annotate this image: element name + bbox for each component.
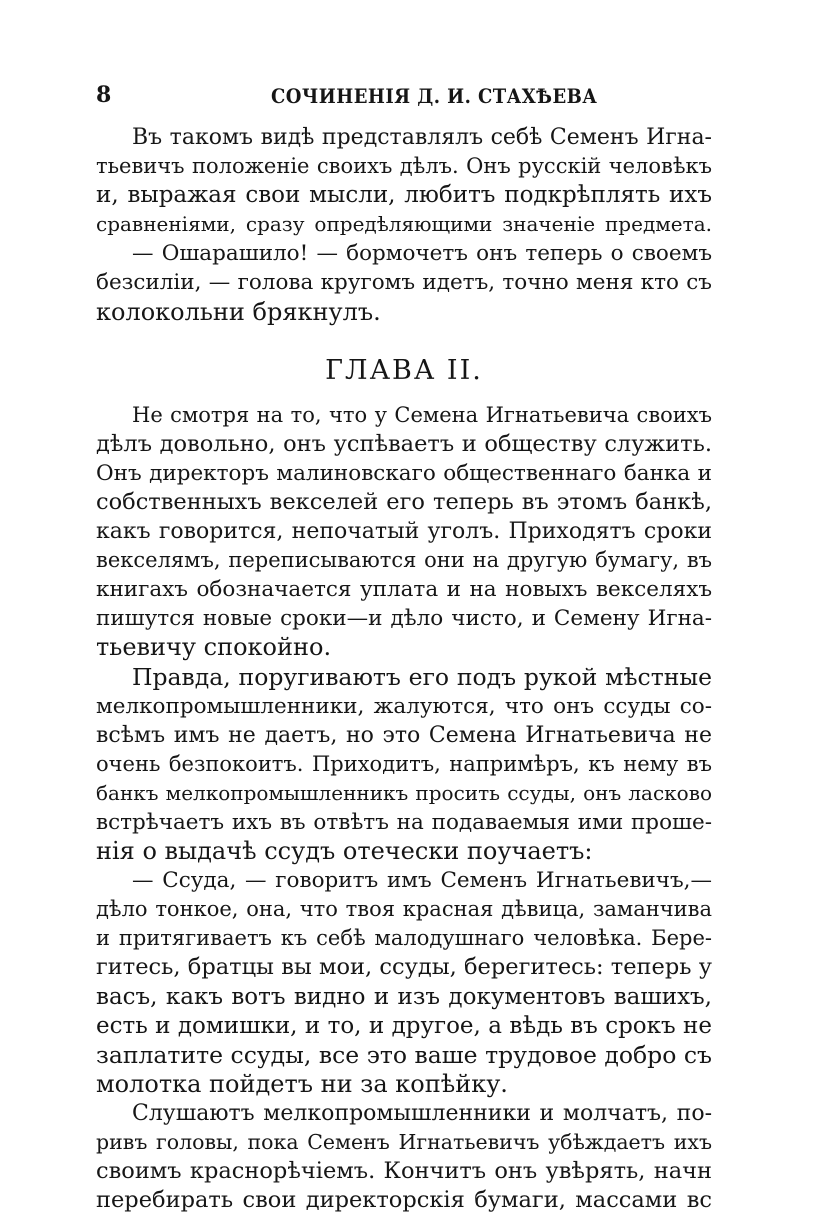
text-line: собственныхъ векселей его теперь въ этомъ банкѣ, [96, 488, 712, 515]
text-line: своимъ краснорѣчіемъ. Кончитъ онъ увѣрять, начн [96, 1158, 712, 1185]
text-line: заплатите ссуды, все это ваше трудовое добро съ [96, 1040, 712, 1069]
text-line: и притягиваетъ къ себѣ малодушнаго человѣка. Бере- [96, 926, 712, 951]
text-line: банкъ мелкопромышленникъ просить ссуды, онъ ласково [96, 780, 712, 805]
text-line: мелкопромышленники, жалуются, что онъ ссуды со- [96, 693, 712, 719]
text-line: сравненіями, сразу опредѣляющими значеніе предмета. [96, 212, 712, 237]
text-line: Онъ директоръ малиновскаго общественнаго банка и [96, 460, 712, 486]
text-line: дѣло тонкое, она, что твоя красная дѣвица, заманчива [96, 897, 712, 922]
text-line: пишутся новые сроки—и дѣло чисто, и Семену Игна- [96, 606, 712, 632]
page-number: 8 [96, 82, 112, 108]
text-line: дѣлъ довольно, онъ успѣваетъ и обществу служить. [96, 430, 712, 457]
text-line: очень безпокоитъ. Приходитъ, напримѣръ, къ нему въ [96, 751, 712, 776]
text-line: какъ говорится, непочатый уголъ. Приходятъ сроки [96, 519, 712, 545]
text-line: встрѣчаетъ ихъ въ отвѣтъ на подаваемыя ими проше- [96, 809, 712, 835]
text-line: книгахъ обозначается уплата и на новыхъ векселяхъ [96, 577, 712, 603]
text-line: Въ такомъ видѣ представлялъ себѣ Семенъ Игна- [132, 125, 712, 150]
text-line: Не смотря на то, что у Семена Игнатьевича своихъ [132, 402, 712, 427]
text-line: векселямъ, переписываются они на другую бумагу, въ [96, 548, 712, 573]
text-line: тьевичъ положеніе своихъ дѣлъ. Онъ русскій человѣкъ [96, 154, 712, 179]
text-line: — Ссуда, — говоритъ имъ Семенъ Игнатьевичъ,— [132, 868, 712, 894]
paragraph-block-1 [96, 123, 712, 327]
text-line: и, выражая свои мысли, любитъ подкрѣплять ихъ [96, 182, 712, 209]
text-line: Правда, поругиваютъ его подъ рукой мѣстные [132, 662, 712, 691]
text-line: нія о выдачѣ ссудъ отечески поучаетъ: [96, 837, 593, 866]
running-title: СОЧИНЕНІЯ Д. И. СТАХѢЕВА [271, 84, 598, 108]
chapter-heading: ГЛАВА II. [325, 354, 483, 386]
running-head [96, 78, 712, 114]
text-line: Слушаютъ мелкопромышленники и молчатъ, по- [132, 1100, 712, 1126]
text-line: — Ошарашило! — бормочетъ онъ теперь о своемъ [132, 241, 712, 267]
text-line: безсиліи, — голова кругомъ идетъ, точно меня кто съ [96, 270, 712, 296]
text-line: васъ, какъ вотъ видно и изъ документовъ вашихъ, [96, 983, 712, 1010]
book-page [96, 78, 712, 1215]
text-line: молотка пойдетъ ни за копѣйку. [96, 1069, 508, 1098]
paragraph-block-2 [96, 401, 712, 1215]
text-line: есть и домишки, и то, и другое, а вѣдь въ срокъ не [96, 1012, 712, 1039]
text-line: колокольни брякнулъ. [96, 297, 381, 326]
text-line: перебирать свои директорскія бумаги, массами вс [96, 1187, 712, 1214]
text-line: ривъ головы, пока Семенъ Игнатьевичъ убѣждаетъ ихъ [96, 1130, 712, 1154]
text-line: тьевичу спокойно. [96, 633, 332, 662]
text-line: гитесь, братцы вы мои, ссуды, берегитесь: теперь у [96, 954, 712, 981]
text-line: всѣмъ имъ не даетъ, но это Семена Игнатьевича не [96, 722, 712, 748]
